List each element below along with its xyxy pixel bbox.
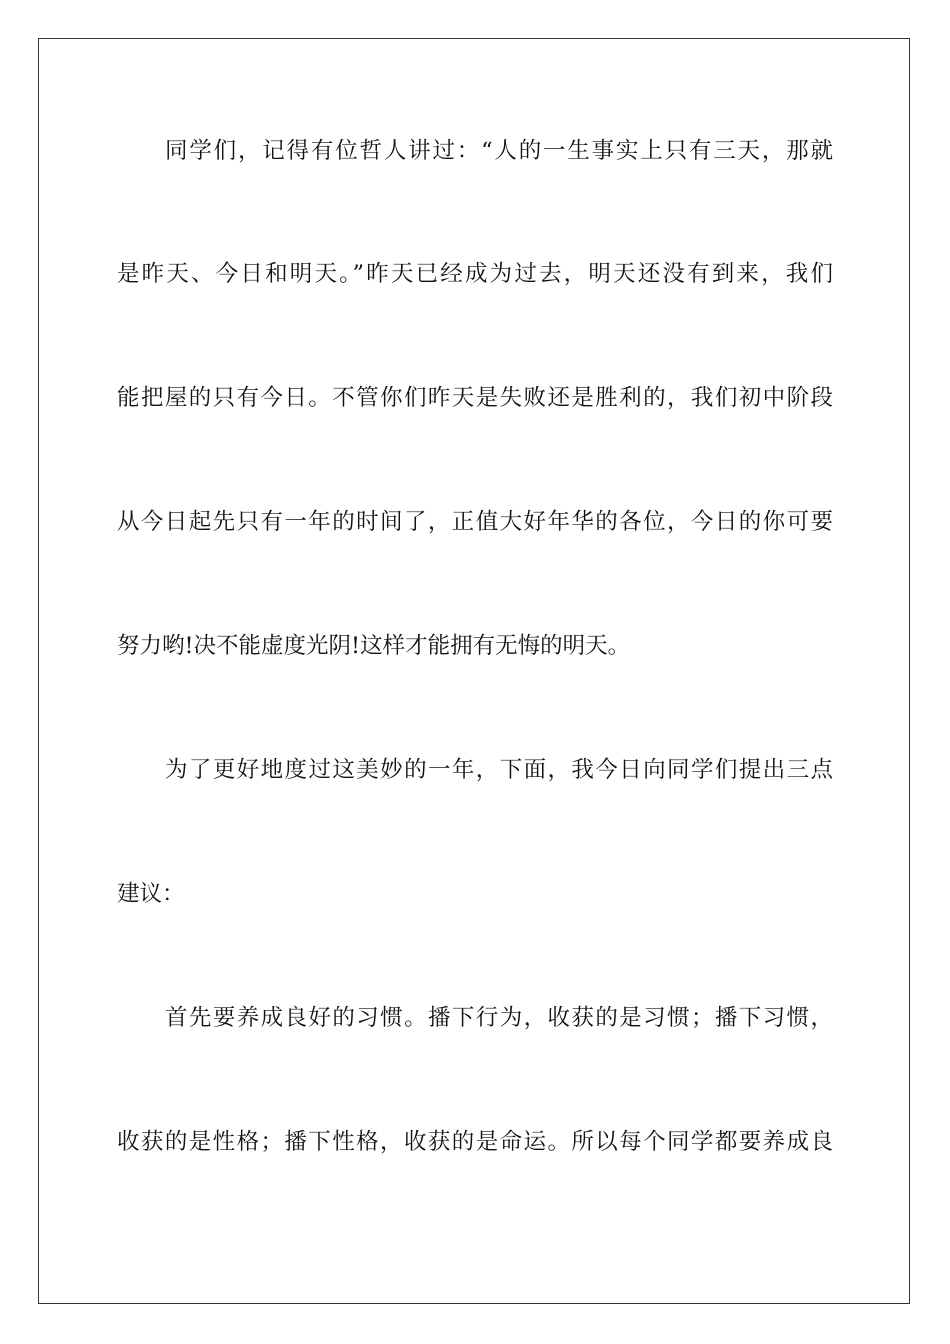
paragraph-line: 为了更好地度过这美妙的一年，下面，我今日向同学们提出三点	[165, 757, 833, 783]
paragraph-line: 从今日起先只有一年的时间了，正值大好年华的各位，今日的你可要	[117, 509, 833, 535]
paragraph-line: 收获的是性格；播下性格，收获的是命运。所以每个同学都要养成良	[117, 1129, 833, 1155]
paragraph-line: 能把屋的只有今日。不管你们昨天是失败还是胜利的，我们初中阶段	[117, 385, 833, 411]
paragraph-line: 是昨天、今日和明天。”昨天已经成为过去，明天还没有到来，我们	[117, 261, 833, 287]
paragraph-line: 努力哟!决不能虚度光阴!这样才能拥有无悔的明天。	[117, 633, 631, 659]
paragraph-line: 首先要养成良好的习惯。播下行为，收获的是习惯；播下习惯，	[165, 1005, 833, 1031]
page-border	[38, 38, 910, 1304]
paragraph-line: 建议：	[117, 881, 185, 907]
paragraph-line: 同学们，记得有位哲人讲过：“人的一生事实上只有三天，那就	[165, 138, 833, 164]
